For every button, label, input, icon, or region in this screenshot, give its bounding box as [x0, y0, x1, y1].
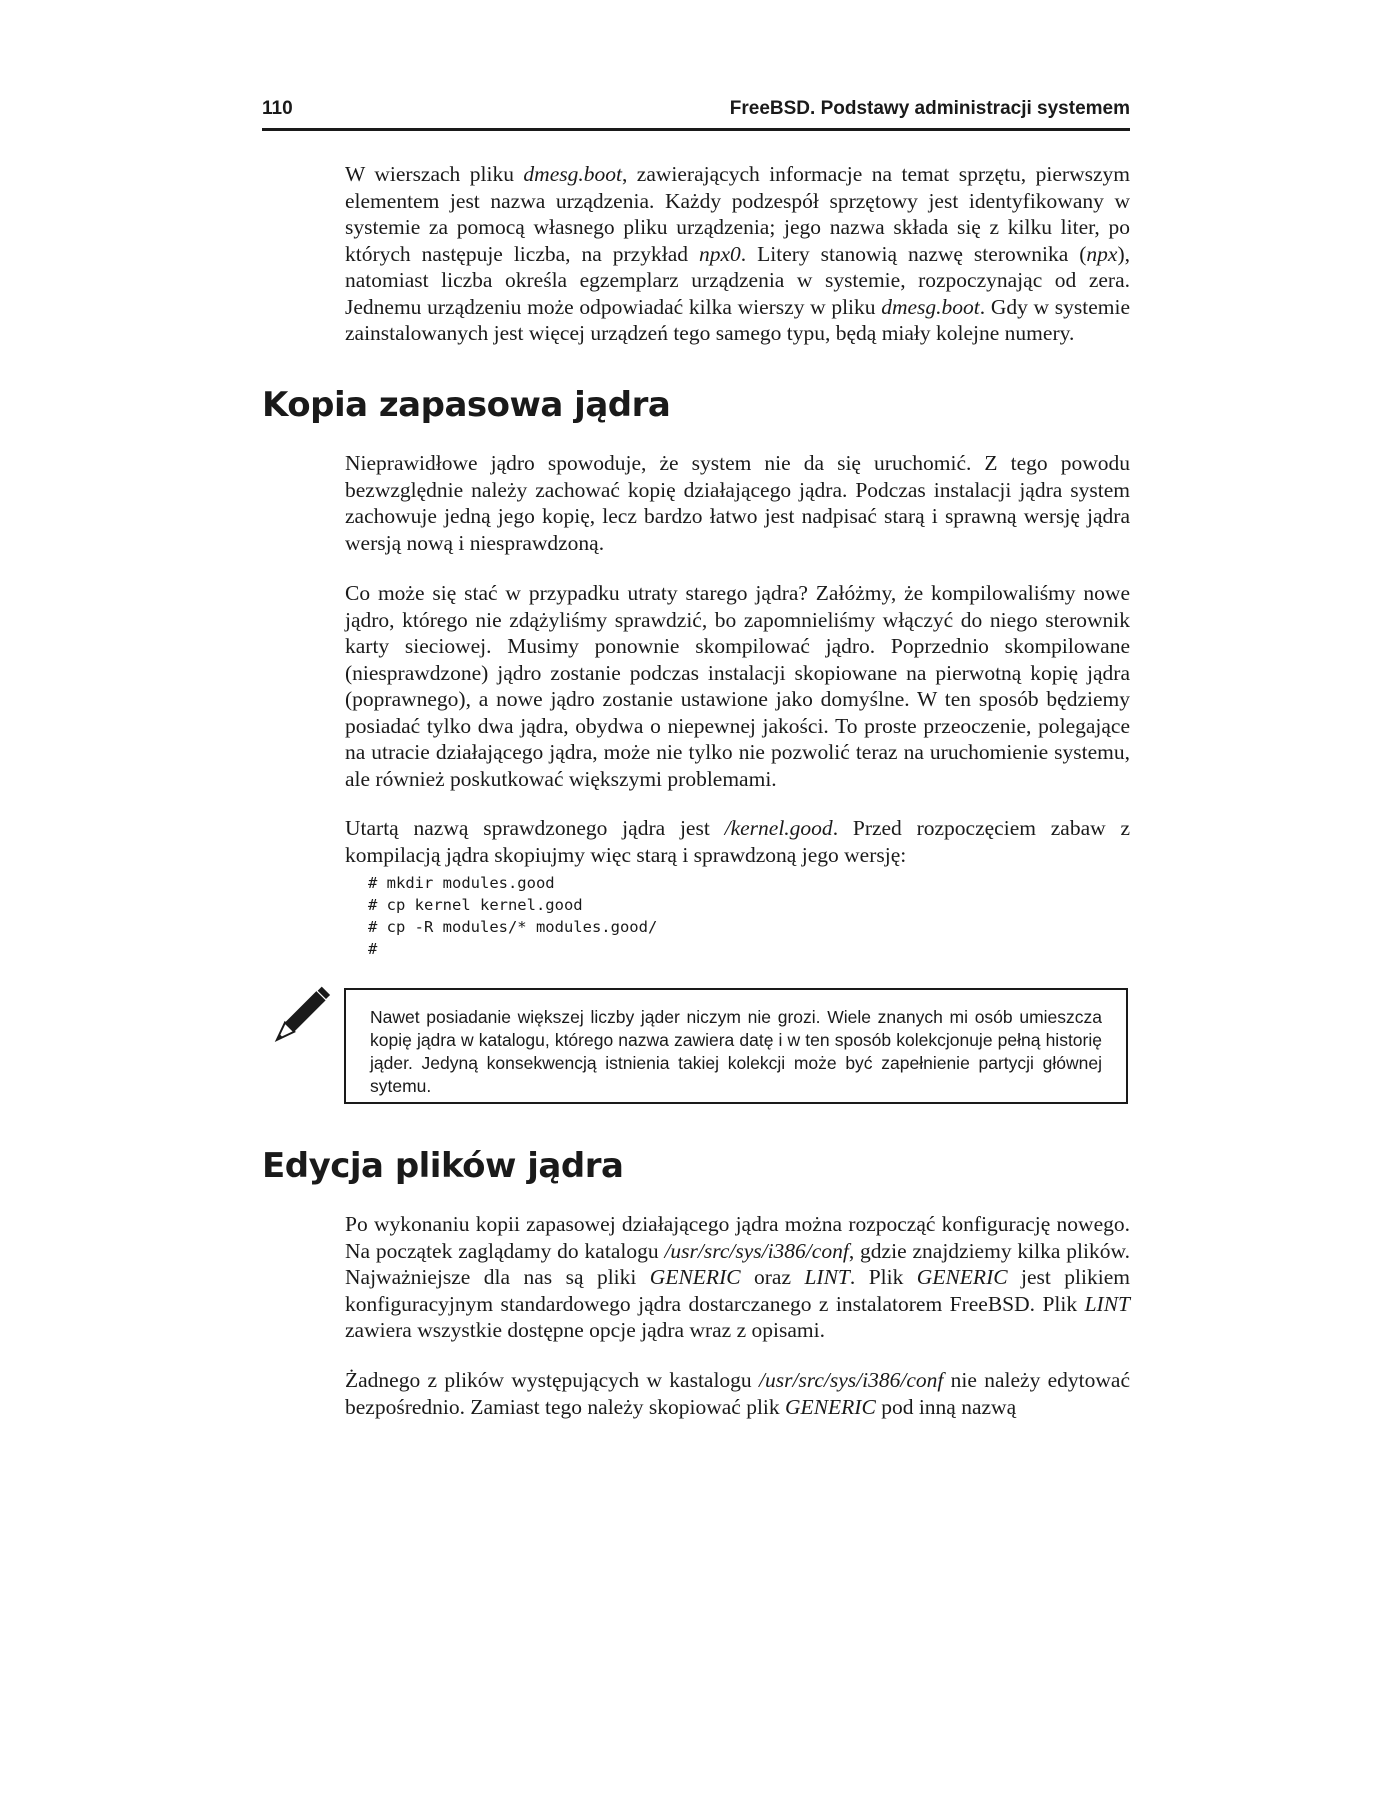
filename-dmesg-boot: dmesg.boot: [523, 162, 622, 186]
filename-lint-2: LINT: [1084, 1291, 1130, 1316]
note-text: Nawet posiadanie większej liczby jąder niczym nie grozi. Wiele znanych mi osób umieszcza kopię jądra w katalogu, którego nazwa zawiera datę i w ten sposób kolekcjonuje pełną historię jąder. Jedyną konsekwencją istnienia takiej kolekcji może być zapełnienie partycji głównej sytemu.: [370, 1007, 1102, 1096]
section-heading-editing-kernel-files: Edycja plików jądra: [262, 1146, 624, 1186]
paragraph-config-dir: Po wykonaniu kopii zapasowej działającego jądra można rozpocząć konfigurację nowego. Na początek zaglądamy do katalogu /usr/src/sys/i386/conf, gdzie znajdziemy kilka plików. Najważniejsze dla nas są pliki GENERIC oraz LINT. Plik GENERIC jest plikiem konfiguracyjnym standardowego jądra dostarczanego z instalatorem FreeBSD. Plik LINT zawiera wszystkie dostępne opcje jądra wraz z opisami.: [345, 1212, 1130, 1342]
paragraph-device-names: W wierszach pliku dmesg.boot, zawierających informacje na temat sprzętu, pierwszym elementem jest nazwa urządzenia. Każdy podzespół sprzętowy jest identyfikowany w systemie za pomocą własnego pliku urządzenia; jego nazwa składa się z kilku liter, po których następuje liczba, na przykład npx0. Litery stanowią nazwę sterownika (npx), natomiast liczba określa egzemplarz urządzenia w systemie, rozpoczynając od zera. Jednemu urządzeniu może odpowiadać kilka wierszy w pliku dmesg.boot. Gdy w systemie zainstalowanych jest więcej urządzeń tego samego typu, będą miały kolejne numery.: [345, 162, 1131, 345]
filename-kernel-good: /kernel.good: [724, 816, 833, 840]
filename-generic-3: GENERIC: [785, 1394, 876, 1419]
driver-npx: npx: [1086, 241, 1118, 266]
book-title: FreeBSD. Podstawy administracji systemem: [729, 98, 1130, 119]
path-conf-dir-2: /usr/src/sys/i386/conf: [758, 1368, 944, 1392]
section-heading-kernel-backup: Kopia zapasowa jądra: [262, 385, 671, 425]
paragraph-bad-kernel: Nieprawidłowe jądro spowoduje, że system nie da się uruchomić. Z tego powodu bezwzględnie należy zachować kopię działającego jądra. Podczas instalacji jądra system zachowuje jedną jego kopię, lecz bardzo łatwo jest nadpisać starą i sprawną wersję jądra wersją nową i niesprawdzoną.: [345, 451, 1130, 555]
path-conf-dir: /usr/src/sys/i386/conf: [664, 1238, 849, 1263]
filename-lint: LINT: [804, 1265, 850, 1289]
paragraph-losing-kernel: Co może się stać w przypadku utraty starego jądra? Załóżmy, że kompilowaliśmy nowe jądro, którego nie zdążyliśmy sprawdzić, bo zapomnieliśmy włączyć do niego sterownik karty sieciowej. Musimy ponownie skompilować jądro. Poprzednio skompilowane (niesprawdzone) jądro zostanie podczas instalacji skopiowane na pierwotną kopię jądra (poprawnego), a nowe jądro zostanie ustawione jako domyślne. W ten sposób będziemy posiadać tylko dwa jądra, obydwa o niepewnej jakości. To proste przeoczenie, polegające na utracie działającego jądra, może nie tylko nie pozwolić teraz na uruchomienie systemu, ale również poskutkować większymi problemami.: [345, 581, 1130, 791]
paragraph-kernel-good: Utartą nazwą sprawdzonego jądra jest /kernel.good. Przed rozpoczęciem zabaw z kompilacją jądra skopiujmy więc starą i sprawdzoną jego wersję:: [345, 816, 1130, 867]
running-header: [262, 94, 1130, 131]
page-number: 110: [262, 98, 293, 119]
filename-generic: GENERIC: [649, 1265, 741, 1289]
pencil-icon: [262, 984, 332, 1054]
device-npx0: npx0: [698, 241, 741, 266]
code-line: # cp kernel kernel.good: [368, 896, 583, 914]
code-block: [368, 872, 657, 960]
code-line: # cp -R modules/* modules.good/: [368, 918, 658, 936]
paragraph-do-not-edit: Żadnego z plików występujących w kastalogu /usr/src/sys/i386/conf nie należy edytować bezpośrednio. Zamiast tego należy skopiować plik GENERIC pod inną nazwą: [345, 1368, 1130, 1419]
code-line: #: [368, 940, 378, 958]
filename-generic-2: GENERIC: [916, 1265, 1008, 1289]
filename-dmesg-boot-2: dmesg.boot: [881, 294, 980, 319]
code-line: # mkdir modules.good: [368, 874, 555, 892]
note-box: [344, 988, 1128, 1104]
